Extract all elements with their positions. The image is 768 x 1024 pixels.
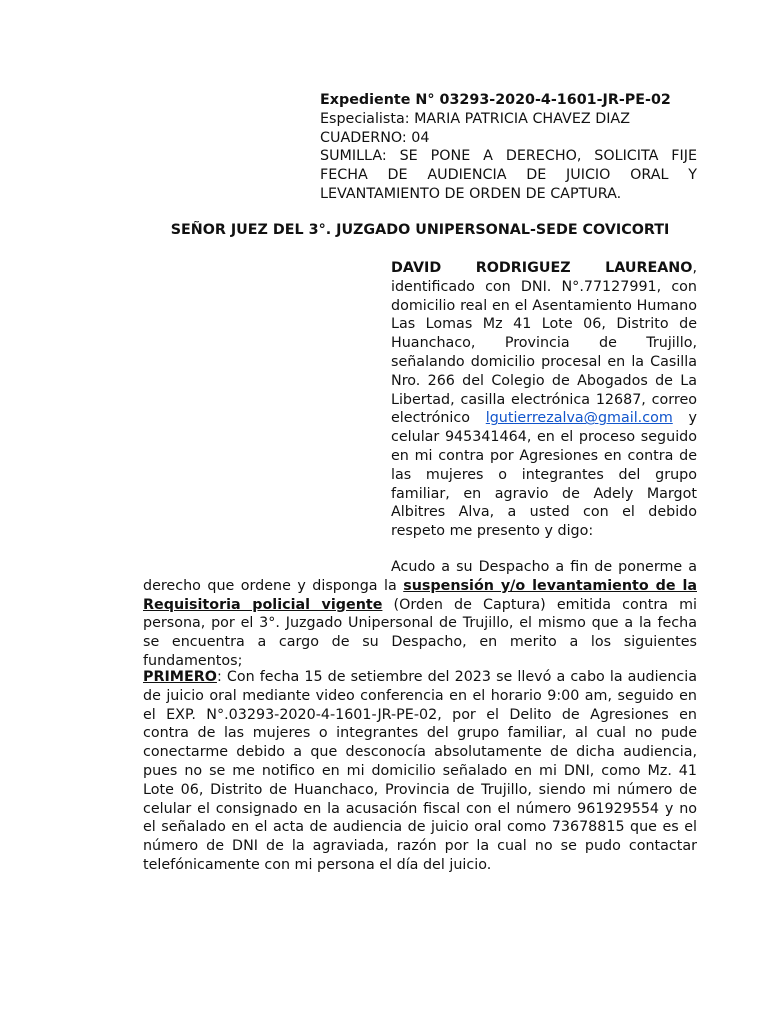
party-details: [391, 278, 697, 541]
party-continuation: y celular 945341464, en el proceso seguido en mi contra por Agresiones en contra de las mujeres o integrantes del grupo familiar, en agravio de Adely Margot Albitres Alva, a usted con el debido respeto me presento y digo:: [391, 410, 697, 540]
email-link[interactable]: lgutierrezalva@gmail.com: [485, 410, 673, 427]
summary: SUMILLA: SE PONE A DERECHO, SOLICITA FIJE FECHA DE AUDIENCIA DE JUICIO ORAL Y LEVANTAMIENTO DE ORDEN DE CAPTURA.: [320, 148, 697, 202]
primero-text: : Con fecha 15 de setiembre del 2023 se llevó a cabo la audiencia de juicio oral mediante video conferencia en el horario 9:00 am, seguido en el EXP. N°.03293-2020-4-1601-JR-PE-02, por el Delito de Agresiones en contra de las mujeres o integrantes del grupo familiar, al cual no pude conectarme debido a que desconocía absolutamente de dicha audiencia, pues no se me notifico en mi domicilio señalado en mi DNI, como Mz. 41 Lote 06, Distrito de Huanchaco, Provincia de Trujillo, siendo mi número de celular el consignado en la acusación fiscal con el número 961929554 y no el señalado en el acta de audiencia de juicio oral como 73678815 que es el número de DNI de la agraviada, razón por la cual no se pudo contactar telefónicamente con mi persona el día del juicio.: [143, 669, 697, 873]
intro-emphasis: suspensión y/o levantamiento de la Requisitoria policial vigente: [143, 577, 697, 613]
primero-label: PRIMERO: [143, 669, 217, 685]
party-block: [391, 259, 697, 541]
party-identification: identificado con DNI. N°.77127991, con domicilio real en el Asentamiento Humano Las Lomas Mz 41 Lote 06, Distrito de Huanchaco, Provincia de Trujillo, señalando domicilio procesal en la Casilla Nro. 266 del Colegio de Abogados de La Libertad, casilla electrónica 12687, correo electrónico: [391, 278, 697, 427]
intro-paragraph: [143, 558, 697, 671]
party-name: [391, 259, 697, 278]
addressee: SEÑOR JUEZ DEL 3°. JUZGADO UNIPERSONAL-SEDE COVICORTI: [170, 222, 670, 238]
case-number: Expediente N° 03293-2020-4-1601-JR-PE-02: [320, 92, 671, 108]
party-name-last: [605, 259, 697, 278]
party-name-word: DAVID: [391, 260, 442, 276]
specialist: Especialista: MARIA PATRICIA CHAVEZ DIAZ: [320, 110, 630, 127]
comma: ,: [692, 260, 697, 276]
intro-text: Acudo a su Despacho a fin de ponerme a derecho que ordene y disponga la: [143, 559, 697, 594]
party-name-word: RODRIGUEZ: [475, 260, 571, 276]
primero-paragraph: [143, 668, 697, 875]
case-header: [320, 91, 697, 204]
notebook-number: CUADERNO: 04: [320, 129, 430, 146]
party-name-word: LAUREANO: [605, 260, 693, 276]
intro-text-cont: (Orden de Captura) emitida contra mi persona, por el 3°. Juzgado Unipersonal de Trujillo, el mismo que a la fecha se encuentra a cargo de su Despacho, en merito a los siguientes fundamentos;: [143, 596, 698, 669]
